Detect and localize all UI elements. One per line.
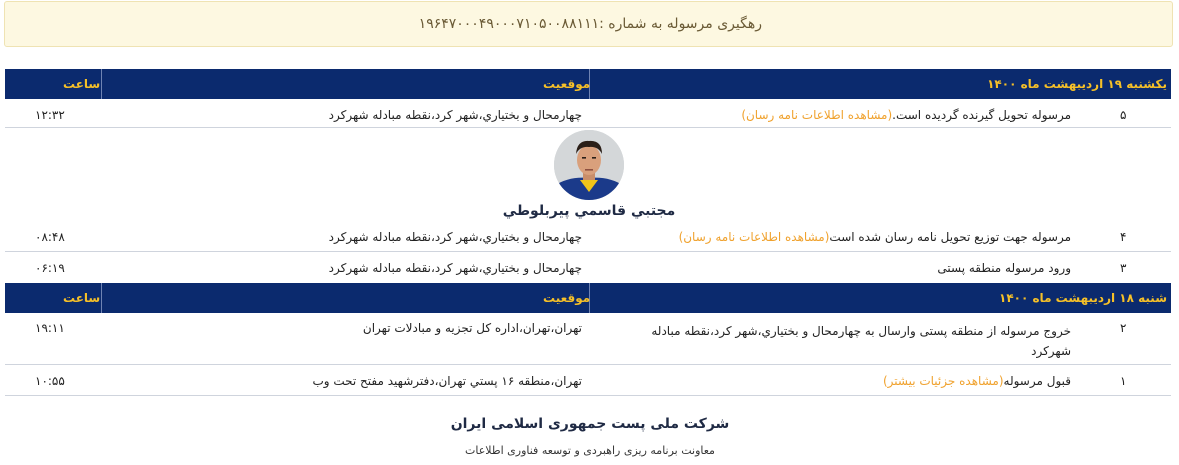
event-index: ۳ bbox=[1120, 261, 1127, 275]
tracking-banner bbox=[4, 1, 1173, 47]
event-text-line-2: شهركرد bbox=[1031, 344, 1071, 358]
event-location: تهران،تهران،اداره كل تجزيه و مبادلات تهران bbox=[362, 321, 582, 335]
event-description bbox=[883, 374, 1071, 388]
event-description: ورود مرسوله منطقه پستی bbox=[937, 261, 1071, 275]
event-text-line-1: خروج مرسوله از منطقه پستی وارسال به چهارمحال و بختياري،شهر كرد،نقطه مبادله bbox=[651, 324, 1071, 338]
event-location: چهارمحال و بختياري،شهر كرد،نقطه مبادله شهركرد bbox=[328, 261, 582, 275]
event-time: ۱۹:۱۱ bbox=[35, 321, 65, 335]
column-divider bbox=[101, 283, 102, 313]
day-date: شنبه ۱۸ اردیبهشت ماه ۱۴۰۰ bbox=[999, 291, 1167, 305]
day-header-1 bbox=[5, 69, 1171, 99]
column-time: ساعت bbox=[63, 291, 101, 305]
row-divider bbox=[5, 364, 1171, 365]
event-text: مرسوله جهت توزیع تحویل نامه رسان شده است bbox=[829, 230, 1071, 244]
view-courier-info-link[interactable]: (مشاهده اطلاعات نامه رسان) bbox=[741, 108, 893, 122]
event-location: چهارمحال و بختياري،شهر كرد،نقطه مبادله شهركرد bbox=[328, 108, 582, 122]
event-time: ۱۰:۵۵ bbox=[35, 374, 65, 388]
event-text: قبول مرسوله bbox=[1003, 374, 1071, 388]
courier-name: مجتبي قاسمي پيربلوطي bbox=[502, 203, 676, 219]
footer-department: معاونت برنامه ریزی راهبردی و توسعه فناوری اطلاعات bbox=[465, 444, 715, 457]
view-more-details-link[interactable]: (مشاهده جزئیات بیشتر) bbox=[882, 374, 1004, 388]
day-date: یکشنبه ۱۹ اردیبهشت ماه ۱۴۰۰ bbox=[987, 77, 1167, 91]
event-description bbox=[679, 230, 1071, 244]
event-index: ۴ bbox=[1120, 230, 1127, 244]
event-description bbox=[651, 321, 1071, 361]
row-divider bbox=[5, 127, 1171, 128]
column-location: موقعیت bbox=[543, 291, 591, 305]
event-description bbox=[741, 108, 1071, 122]
view-courier-info-link[interactable]: (مشاهده اطلاعات نامه رسان) bbox=[678, 230, 830, 244]
footer-company: شرکت ملی پست جمهوری اسلامی ایران bbox=[450, 416, 730, 432]
day-header-2 bbox=[5, 283, 1171, 313]
event-time: ۱۲:۳۲ bbox=[35, 108, 65, 122]
event-location: تهران،منطقه ۱۶ پستي تهران،دفترشهيد مفتح تحت وب bbox=[312, 374, 582, 388]
row-divider bbox=[5, 251, 1171, 252]
event-location: چهارمحال و بختياري،شهر كرد،نقطه مبادله شهركرد bbox=[328, 230, 582, 244]
row-divider bbox=[5, 395, 1171, 396]
column-location: موقعیت bbox=[543, 77, 591, 91]
event-index: ۲ bbox=[1120, 321, 1127, 335]
event-index: ۱ bbox=[1120, 374, 1127, 388]
event-index: ۵ bbox=[1120, 108, 1127, 122]
event-time: ۰۸:۴۸ bbox=[35, 230, 65, 244]
column-divider bbox=[101, 69, 102, 99]
person-photo-icon bbox=[554, 130, 624, 200]
event-text: مرسوله تحویل گیرنده گردیده است. bbox=[892, 108, 1071, 122]
event-time: ۰۶:۱۹ bbox=[35, 261, 65, 275]
column-time: ساعت bbox=[63, 77, 101, 91]
courier-avatar bbox=[554, 130, 624, 200]
tracking-title: رهگیری مرسوله به شماره :۱۹۶۴۷۰۰۰۴۹۰۰۰۷۱۰۵۰۰۸۸۱۱۱ bbox=[418, 16, 762, 32]
